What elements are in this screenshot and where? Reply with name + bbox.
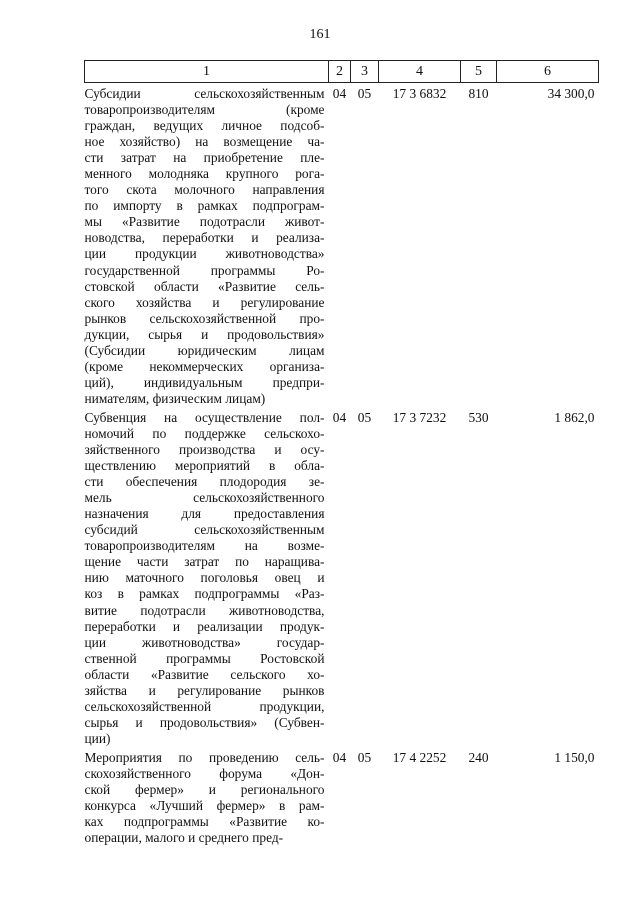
description-line: конкурса «Лучший фермер» в рам- bbox=[84, 798, 325, 814]
amount: 1 862,0 bbox=[554, 409, 595, 425]
description-line: товаропроизводителям на возме- bbox=[84, 538, 325, 554]
description-line: зяйства и регулирование рынков bbox=[84, 682, 325, 698]
description-line: области «Развитие сельского хо- bbox=[84, 666, 325, 682]
description-line: рынков сельскохозяйственной про- bbox=[84, 310, 325, 326]
description-line: Субсидии сельскохозяйственным bbox=[84, 86, 325, 101]
description-line: нию маточного поголовья овец и bbox=[84, 570, 325, 586]
description-line: ского хозяйства и регулирование bbox=[84, 294, 325, 310]
column-header-2: 2 bbox=[329, 61, 351, 83]
column-header-5: 5 bbox=[461, 61, 497, 83]
table-body bbox=[85, 83, 599, 847]
column-header-4: 4 bbox=[379, 61, 461, 83]
description-line: граждан, ведущих личное подсоб- bbox=[84, 118, 325, 134]
description-line: ное хозяйство) на возмещение ча- bbox=[84, 134, 325, 150]
description-line: по импорту в рамках подпрограм- bbox=[84, 198, 325, 214]
description-line: номочий по поддержке сельскохо- bbox=[84, 425, 325, 441]
expense-type-code: 810 bbox=[468, 86, 489, 101]
description-line: дукции, сырья и продовольствия» bbox=[84, 326, 325, 342]
description-line: (кроме некоммерческих организа- bbox=[84, 358, 325, 374]
description-line: ций), индивидуальным предпри- bbox=[84, 374, 325, 390]
description-line: (Субсидии юридическим лицам bbox=[84, 342, 325, 358]
section-code: 04 bbox=[332, 749, 347, 765]
column-header-3: 3 bbox=[351, 61, 379, 83]
description-line: операции, малого и среднего пред- bbox=[84, 830, 284, 846]
description-line: стовской области «Развитие сель- bbox=[84, 278, 325, 294]
description-line: ственной программы Ростовской bbox=[84, 650, 325, 666]
row-description bbox=[85, 747, 329, 846]
page-number: 161 bbox=[309, 27, 331, 42]
subsection-code: 05 bbox=[357, 86, 372, 101]
description-line: сти затрат на приобретение пле- bbox=[84, 150, 325, 166]
target-article-code: 17 3 7232 bbox=[392, 409, 447, 425]
description-line: менного молодняка крупного рога- bbox=[84, 166, 325, 182]
target-article-code: 17 4 2252 bbox=[392, 749, 447, 765]
description-line: скохозяйственного форума «Дон- bbox=[84, 765, 325, 781]
description-line: зяйственного производства и осу- bbox=[84, 442, 325, 458]
expense-type-code: 240 bbox=[468, 749, 489, 765]
description-line: сельскохозяйственной продукции, bbox=[84, 698, 325, 714]
subsection-code: 05 bbox=[357, 749, 372, 765]
target-article-code: 17 3 6832 bbox=[392, 86, 447, 101]
description-line: мель сельскохозяйственного bbox=[84, 490, 325, 506]
amount: 34 300,0 bbox=[547, 86, 595, 101]
description-line: ции) bbox=[84, 730, 111, 746]
section-code: 04 bbox=[332, 86, 347, 101]
description-line: Мероприятия по проведению сель- bbox=[84, 749, 325, 765]
description-line: коз в рамках подпрограммы «Раз- bbox=[84, 586, 325, 602]
description-line: новодства, переработки и реализа- bbox=[84, 230, 325, 246]
table-header-row bbox=[85, 61, 599, 83]
description-line: ции животноводства» государ- bbox=[84, 634, 325, 650]
description-line: ках подпрограммы «Развитие ко- bbox=[84, 814, 325, 830]
description-line: ской фермер» и регионального bbox=[84, 782, 325, 798]
table-row bbox=[85, 407, 599, 747]
expense-type-code: 530 bbox=[468, 409, 489, 425]
description-line: мы «Развитие подотрасли живот- bbox=[84, 214, 325, 230]
column-header-6: 6 bbox=[497, 61, 599, 83]
description-line: ции продукции животноводства» bbox=[84, 246, 325, 262]
description-line: государственной программы Ро- bbox=[84, 262, 325, 278]
description-line: субсидий сельскохозяйственным bbox=[84, 522, 325, 538]
table-row bbox=[85, 83, 599, 407]
description-line: товаропроизводителям (кроме bbox=[84, 102, 325, 118]
column-header-1: 1 bbox=[85, 61, 329, 83]
description-line: сырья и продовольствия» (Субвен- bbox=[84, 714, 325, 730]
row-description bbox=[85, 407, 329, 747]
section-code: 04 bbox=[332, 409, 347, 425]
description-line: того скота молочного направления bbox=[84, 182, 325, 198]
description-line: нимателям, физическим лицам) bbox=[84, 390, 266, 406]
description-line: назначения для предоставления bbox=[84, 506, 325, 522]
description-line: переработки и реализации продук- bbox=[84, 618, 325, 634]
table-row bbox=[85, 747, 599, 846]
description-line: витие подотрасли животноводства, bbox=[84, 602, 325, 618]
row-description bbox=[85, 83, 329, 407]
description-line: щение части затрат по наращива- bbox=[84, 554, 325, 570]
description-line: ществлению мероприятий в обла- bbox=[84, 458, 325, 474]
subsection-code: 05 bbox=[357, 409, 372, 425]
description-line: сти обеспечения плодородия зе- bbox=[84, 474, 325, 490]
description-line: Субвенция на осуществление пол- bbox=[84, 409, 325, 425]
amount: 1 150,0 bbox=[554, 749, 595, 765]
budget-table bbox=[84, 60, 599, 846]
